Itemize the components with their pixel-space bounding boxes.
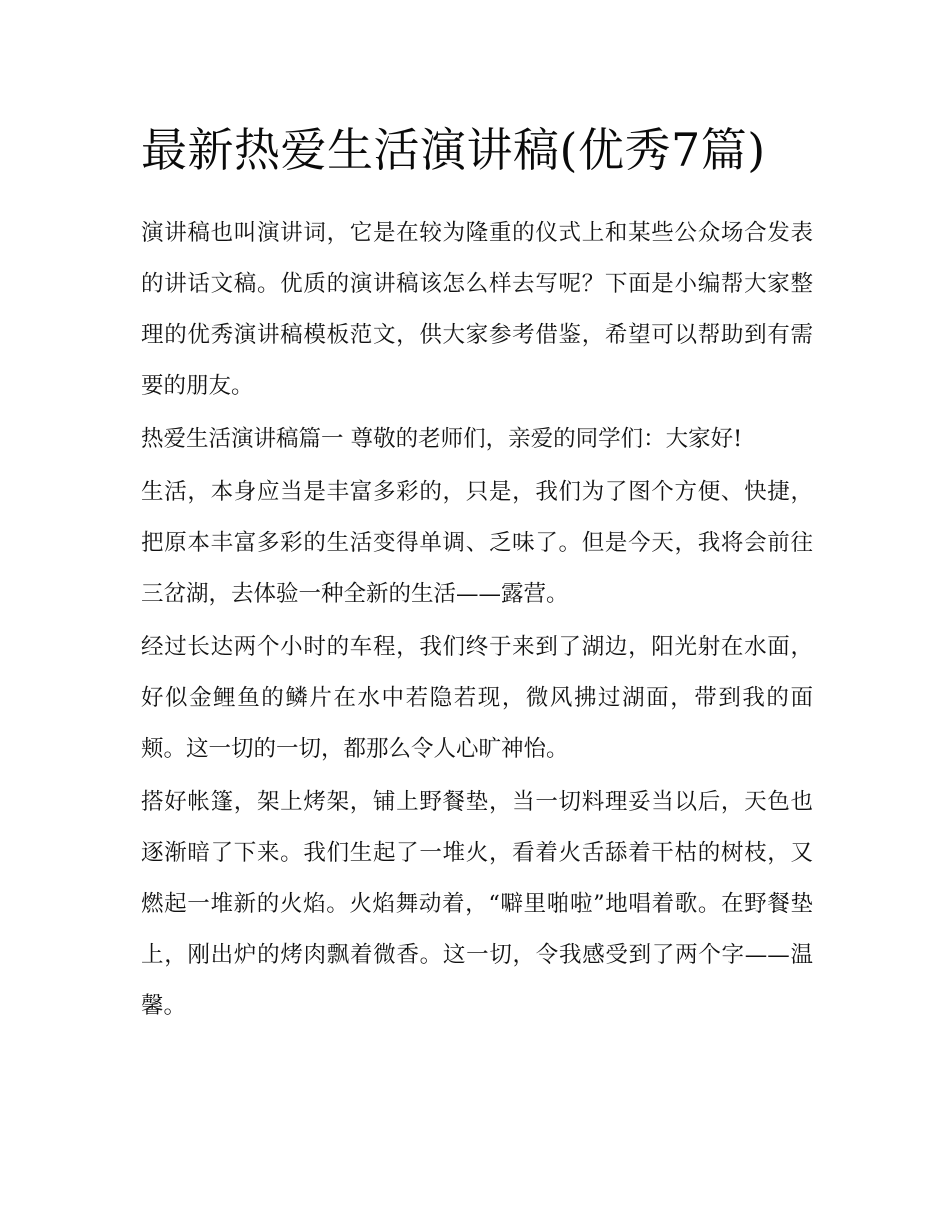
- document-content: [141, 112, 813, 1034]
- paragraph-campfire: 搭好帐篷，架上烤架，铺上野餐垫，当一切料理妥当以后，天色也逐渐暗了下来。我们生起了一堆火，看着火舌舔着干枯的树枝，又燃起一堆新的火焰。火焰舞动着，“噼里啪啦”地唱着歌。在野餐垫上，刚出炉的烤肉飘着微香。这一切，令我感受到了两个字——温馨。: [141, 789, 813, 1019]
- document-title: 最新热爱生活演讲稿(优秀7篇): [141, 123, 766, 177]
- paragraph-lake: 经过长达两个小时的车程，我们终于来到了湖边，阳光射在水面，好似金鲤鱼的鳞片在水中若隐若现，微风拂过湖面，带到我的面颊。这一切的一切，都那么令人心旷神怡。: [141, 634, 813, 762]
- document-body: [141, 208, 813, 1032]
- paragraph-intro: 演讲稿也叫演讲词，它是在较为隆重的仪式上和某些公众场合发表的讲话文稿。优质的演讲稿该怎么样去写呢？下面是小编帮大家整理的优秀演讲稿模板范文，供大家参考借鉴，希望可以帮助到有需要的朋友。: [141, 220, 813, 399]
- paragraph-life: 生活，本身应当是丰富多彩的，只是，我们为了图个方便、快捷，把原本丰富多彩的生活变得单调、乏味了。但是今天，我将会前往三岔湖，去体验一种全新的生活——露营。: [141, 479, 813, 607]
- paragraph-greeting: 热爱生活演讲稿篇一 尊敬的老师们，亲爱的同学们：大家好!: [141, 426, 743, 452]
